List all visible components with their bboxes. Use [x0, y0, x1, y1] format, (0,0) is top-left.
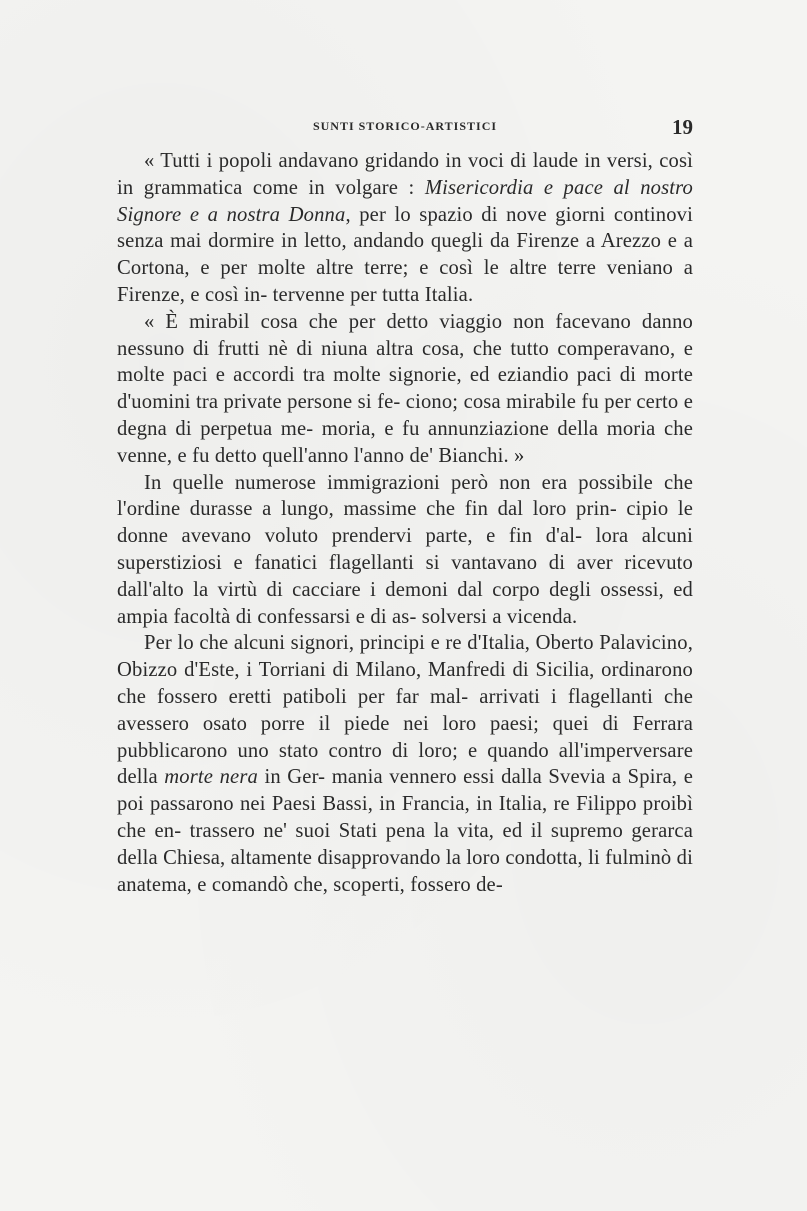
page-header [117, 115, 693, 139]
italic-phrase: Misericordia e pace al nostro Signore e a nostra Donna [117, 176, 694, 226]
paragraph-2: « È mirabil cosa che per detto viaggio non facevano danno nessuno di frutti nè di niuna altra cosa, che tutto comperavano, e molte paci e accordi tra molte signorie, ed eziandio paci di morte d'uomini tra private persone si fe- ciono; cosa mirabile fu per certo e degna di perpetua me- moria, e fu annunziazione della moria che venne, e fu detto quell'anno l'anno de' Bianchi. » [117, 310, 693, 467]
paragraph-1: « Tutti i popoli andavano gridando in voci di laude in versi, così in grammatica come in volgare : Misericordia e pace al nostro Signore e a nostra Donna, per lo spazio di nove giorni continovi senza mai dormire in letto, andando quegli da Firenze a Arezzo e a Cortona, e per molte altre terre; e così le altre terre veniano a Firenze, e così in- tervenne per tutta Italia. [117, 150, 694, 306]
paragraph-4: Per lo che alcuni signori, principi e re d'Italia, Oberto Palavicino, Obizzo d'Este, i Torriani di Milano, Manfredi di Sicilia, ordinarono che fossero eretti patiboli per far mal- arrivati i flagellanti che avessero osato porre il piede nei loro paesi; quei di Ferrara pubblicarono uno stato contro di loro; e quando all'imperversare della morte nera in Ger- mania vennero essi dalla Svevia a Spira, e poi passarono nei Paesi Bassi, in Francia, in Italia, re Filippo proibì che en- trassero ne' suoi Stati pena la vita, ed il supremo gerarca della Chiesa, altamente disapprovando la loro condotta, li fulminò di anatema, e comandò che, scoperti, fossero de- [117, 632, 693, 896]
body-text [117, 148, 693, 898]
page-number: 19 [672, 115, 693, 139]
italic-phrase: morte nera [164, 766, 258, 789]
paragraph-3: In quelle numerose immigrazioni però non era possibile che l'ordine durasse a lungo, massime che fin dal loro prin- cipio le donne avevano voluto prendervi parte, e fin d'al- lora alcuni superstiziosi e fanatici flagellanti si vantavano di aver ricevuto dall'alto la virtù di cacciare i demoni dal corpo degli ossessi, ed ampia facoltà di confessarsi e di as- solversi a vicenda. [117, 471, 693, 628]
running-head: SUNTI STORICO-ARTISTICI [312, 119, 498, 133]
